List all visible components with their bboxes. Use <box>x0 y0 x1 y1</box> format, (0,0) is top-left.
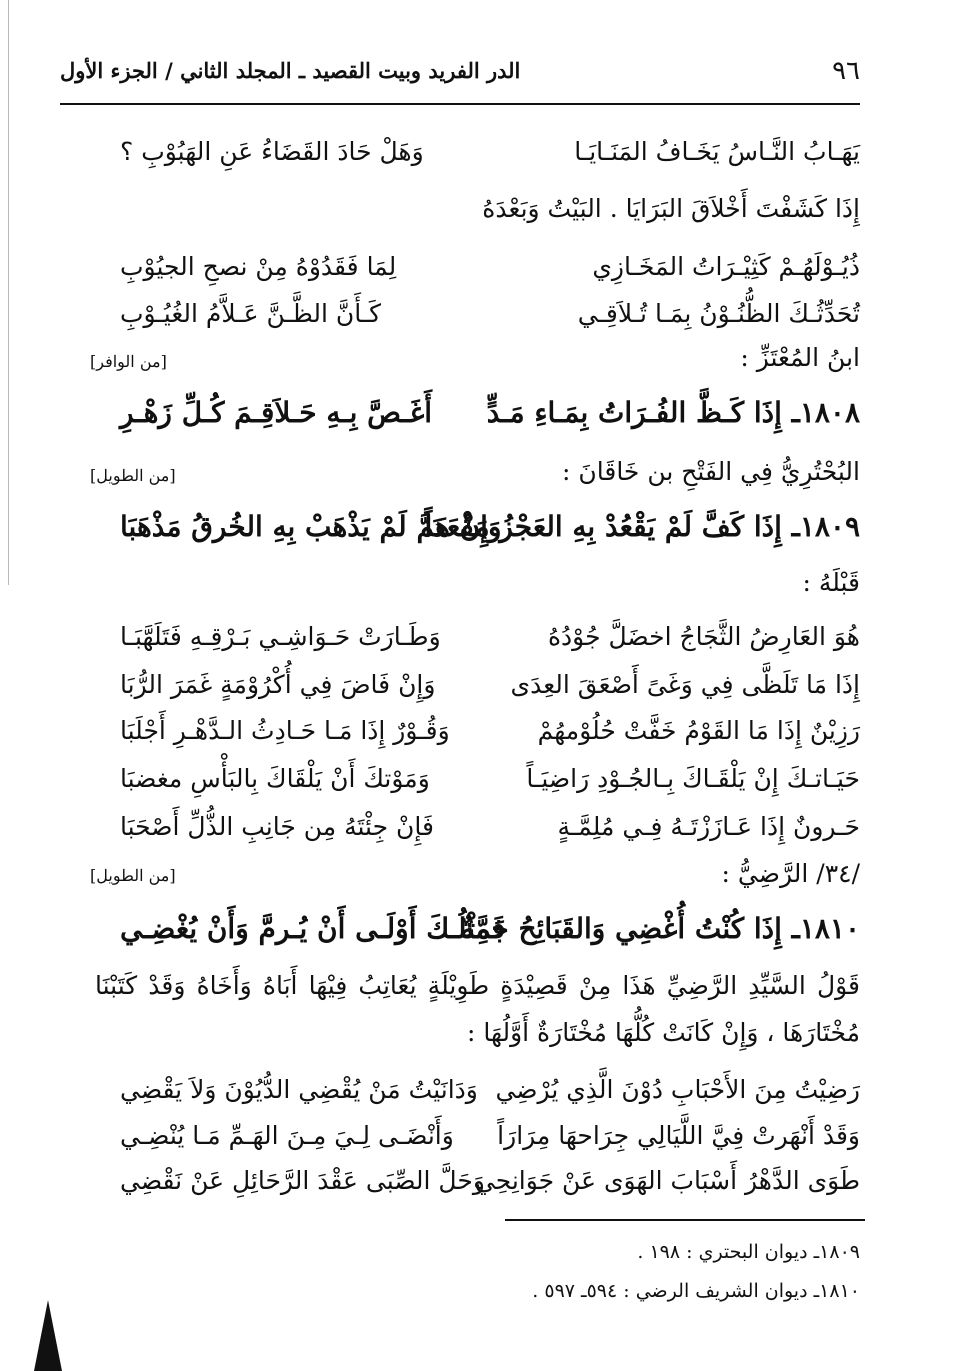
entry-verse-right: ١٨١٠ـ إِذَا كُنْتُ أُغْضِي وَالقَبَائِحُ جَمَّةٌ <box>460 912 860 945</box>
poet-attribution: ابنُ المُعْتَزِّ : <box>740 343 860 372</box>
verse-hemistich-right: وَقَدْ أَنْهَرتْ فِيَّ اللَّيَالِي جِرَاحهَا مِرَارَاً <box>497 1121 860 1150</box>
entry-verse-left: فَمِثْلُـكَ أَوْلَـى أَنْ يُـرمَّ وَأَنْ يُغْضِـي <box>120 912 506 945</box>
verse-hemistich-right: حَيَـاتـكَ إِنْ يَلْقَـاكَ بِـالجُـوْدِ رَاضِيَـاً <box>526 764 860 793</box>
meter-label: [من الوافر] <box>90 352 167 371</box>
verse-hemistich-left: لِمَا فَقَدُوْهُ مِنْ نصحِ الجيُوْبِ <box>120 252 397 281</box>
verse-hemistich-left: وَمَوْتكَ أَنْ يَلْقَاكَ بِالبَأْسِ مغضبَا <box>120 764 430 793</box>
page-header <box>60 56 860 96</box>
verse-hemistich-left: وَحَلَّ الصِّبَى عَقْدَ الرَّحَائِلِ عَنْ نَقْضِي <box>120 1166 485 1195</box>
poet-attribution: البُحْتُرِيُّ فِي الفَتْحِ بن خَاقَانَ : <box>562 457 860 486</box>
verse-hemistich-left: وَهَلْ حَادَ القَضَاءُ عَنِ الهَبُوْبِ ؟ <box>120 137 424 166</box>
header-rule <box>60 103 860 105</box>
entry-verse-left: وَإِنْ هَمَّ لَمْ يَذْهَبْ بِهِ الخُرقُ مَذْهَبَا <box>120 510 502 543</box>
footnote: ١٨٠٩ـ ديوان البحتري : ١٩٨ . <box>637 1241 860 1263</box>
verse-hemistich-left: وَأَنْضَـى لِـيَ مِـنَ الهَـمِّ مَـا يُنْضِـي <box>120 1121 454 1150</box>
verse-hemistich-left: وَطَـارَتْ حَـوَاشِـي بَـرْقِـهِ فَتَلَهَّبَـا <box>120 622 441 651</box>
verse-hemistich-right: يَهَـابُ النَّـاسُ يَخَـافُ المَنَـايَـا <box>574 137 860 166</box>
page-number: ٩٦ <box>832 56 860 86</box>
scan-margin-line <box>8 0 9 585</box>
verse-hemistich-right: ذُيُـوْلَهُـمْ كَثِيْـرَاتُ المَخَـازِي <box>592 252 860 281</box>
verse-hemistich-right: رَزِيْنٌ إِذَا مَا القَوْمُ خَفَّتْ حُلُوْمهُمْ <box>537 716 860 745</box>
prose-line: مُخْتَارَهَا ، وَإِنْ كَانَتْ كُلُّهَا مُخْتَارَةٌ أَوَّلُهَا : <box>466 1018 860 1047</box>
running-title: الدر الفريد وبيت القصيد ـ المجلد الثاني / الجزء الأول <box>60 58 521 83</box>
verse-hemistich-left: كَـأَنَّ الظَّـنَّ عَـلاَّمُ الغُيُـوْبِ <box>120 299 382 328</box>
entry-verse-right: ١٨٠٩ـ إِذَا كَفَّ لَمْ يَقْعُدْ بِهِ العَجْزُ مَقْعَدَاً <box>424 510 860 543</box>
verse-hemistich-right: تُحَدِّثُـكَ الظُّنُـوْنُ بِمَـا تُـلاَقِـي <box>577 299 860 328</box>
verse-hemistich-right: هُوَ العَارِضُ الثَّجَاجُ اخضَلَّ جُوْدُهُ <box>547 622 860 651</box>
verse-hemistich-right: رَضِيْتُ مِنَ الأَحْبَابِ دُوْنَ الَّذِي يُرْضِي <box>495 1075 860 1104</box>
prose-line: قَوْلُ السَّيِّدِ الرَّضِيِّ هَذَا مِنْ قَصِيْدَةٍ طَوِيْلَةٍ يُعَاتِبُ فِيْهَا أَبَاهُ وَأَخَاهُ وَقَدْ كَتَبْنَا <box>95 971 860 1000</box>
verse-hemistich-left: وَقُـوْرٌ إِذَا مَـا حَـادِثُ الـدَّهْـرِ أَجْلَبَا <box>120 716 450 745</box>
footnote-rule <box>505 1219 865 1221</box>
verse-hemistich-left: وَإِنْ فَاضَ فِي أُكْرُوْمَةٍ غَمَرَ الرُّبَا <box>120 670 436 699</box>
prose-line: قَبْلَهُ : <box>802 568 860 597</box>
meter-label: [من الطويل] <box>90 866 176 885</box>
entry-verse-left: أَغَـصَّ بِـهِ حَـلاَقِـمَ كُـلِّ زَهْـرِ <box>120 396 433 429</box>
footnote: ١٨١٠ـ ديوان الشريف الرضي : ٥٩٤ـ ٥٩٧ . <box>532 1280 860 1302</box>
scan-corner-mark <box>34 1300 62 1371</box>
prose-line: إِذَا كَشَفْتَ أَخْلاَقَ البَرَايَا . البَيْتُ وَبَعْدَهُ <box>482 194 860 223</box>
verse-hemistich-left: فَإِنْ جِئْتَهُ مِن جَانِبِ الذُّلِّ أَصْحَبَا <box>120 812 434 841</box>
verse-hemistich-right: إِذَا مَا تَلَظَّى فِي وَغَىً أَصْعَقَ العِدَى <box>510 670 860 699</box>
verse-hemistich-right: طَوَى الدَّهْرُ أَسْبَابَ الهَوَى عَنْ جَوَانِحِي <box>474 1166 860 1195</box>
entry-verse-right: ١٨٠٨ـ إِذَا كَـظَّ الفُـرَاتُ بِمَـاءِ مَـدٍّ <box>486 396 860 429</box>
verse-hemistich-left: وَدَانَيْتُ مَنْ يُقْضِي الدُّيُوْنَ وَلاَ يَقْضِي <box>120 1075 478 1104</box>
meter-label: [من الطويل] <box>90 466 176 485</box>
verse-hemistich-right: حَـرونٌ إِذَا عَـازَزْتَـهُ فِـي مُلِمَّـةٍ <box>557 812 860 841</box>
poet-attribution: /٣٤/ الرَّضِيُّ : <box>721 859 860 888</box>
